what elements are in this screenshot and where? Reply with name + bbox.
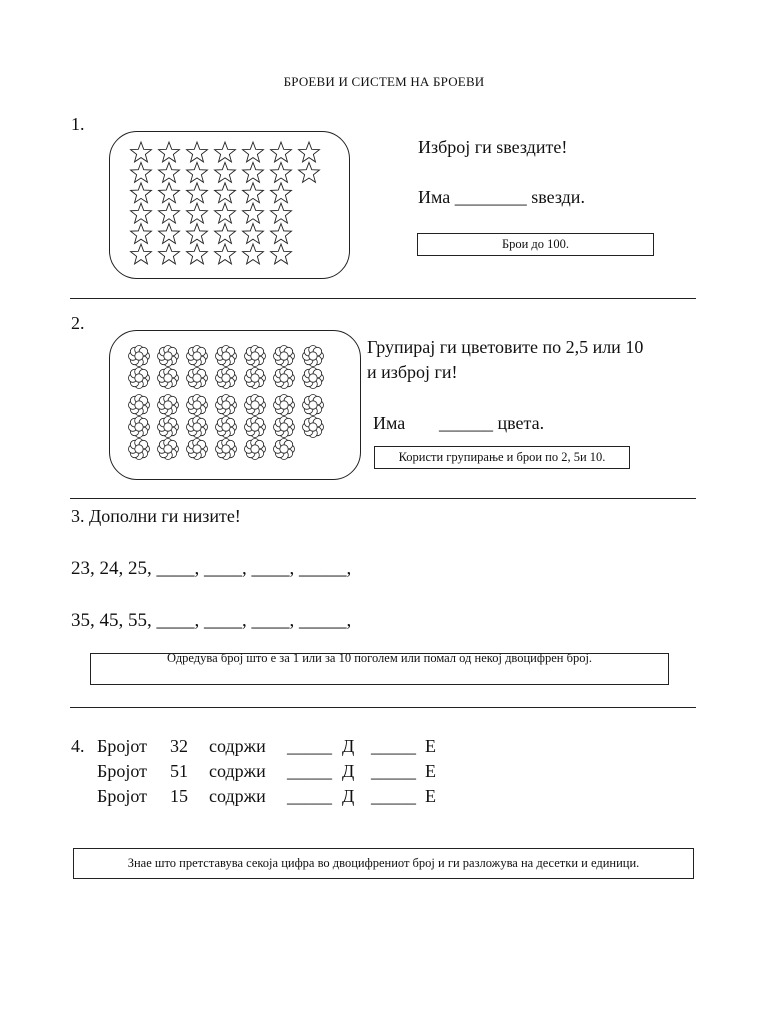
flower-icon [274,417,295,438]
flower-icon [303,346,324,367]
star-icon [215,203,236,223]
star-icon [131,203,152,223]
row-value: 15 [170,786,188,806]
task2-answer-prefix: Има [373,413,406,433]
flower-icon [129,439,150,460]
row-value: 51 [170,761,188,781]
ones-label: Е [425,761,436,781]
flower-icon [129,346,150,367]
task4-row [0,761,768,785]
flower-icon [158,395,179,416]
star-icon [159,203,180,223]
flower-icon [129,417,150,438]
row-verb: содржи [209,736,266,756]
star-icon [243,162,264,182]
flower-icon [187,439,208,460]
flower-icon [274,368,295,389]
flower-icon [274,346,295,367]
stars-panel [109,131,350,279]
tens-blank[interactable]: _____ [287,736,332,756]
stars-grid [110,132,351,280]
star-icon [187,203,208,223]
flower-icon [158,417,179,438]
task4-skill-box: Знае што претставува секоја цифра во двоцифрениот број и ги разложува на десетки и единици. [73,848,694,879]
star-icon [271,244,292,264]
flower-icon [158,368,179,389]
flower-icon [303,395,324,416]
star-icon [299,142,320,162]
flowers-grid [110,331,362,481]
task1-number: 1. [71,114,85,134]
task3-sequence-1[interactable]: 23, 24, 25, ____, ____, ____, _____, [71,558,352,579]
star-icon [131,142,152,162]
task2-instruction-line2: и изброј ги! [367,362,458,382]
flower-icon [216,417,237,438]
star-icon [159,142,180,162]
flower-icon [303,417,324,438]
row-word: Бројот [97,736,147,756]
row-verb: содржи [209,786,266,806]
tens-label: Д [342,786,355,806]
flower-icon [187,395,208,416]
flower-icon [187,368,208,389]
divider [70,707,696,708]
star-icon [215,224,236,244]
star-icon [159,183,180,203]
task1-answer-line[interactable]: Има ________ ѕвезди. [418,187,585,207]
star-icon [187,142,208,162]
star-icon [215,162,236,182]
task2-number: 2. [71,313,85,333]
star-icon [131,224,152,244]
divider [70,498,696,499]
star-icon [299,162,320,182]
flower-icon [129,368,150,389]
star-icon [243,142,264,162]
flower-icon [129,395,150,416]
task3-sequence-2[interactable]: 35, 45, 55, ____, ____, ____, _____, [71,610,352,631]
star-icon [243,244,264,264]
flower-icon [187,346,208,367]
task1-instruction: Изброј ги ѕвездите! [418,137,568,157]
divider [70,298,696,299]
star-icon [243,203,264,223]
star-icon [271,203,292,223]
flower-icon [158,439,179,460]
flower-icon [245,439,266,460]
star-icon [243,183,264,203]
task4-row [0,786,768,810]
task4-number: 4. [71,736,85,756]
star-icon [271,183,292,203]
flower-icon [274,439,295,460]
star-icon [215,183,236,203]
task3-skill-text: Одредува број што е за 1 или за 10 поголем или помал од некој двоцифрен број. [166,653,593,665]
star-icon [187,162,208,182]
row-word: Бројот [97,761,147,781]
flower-icon [303,368,324,389]
star-icon [131,183,152,203]
flower-icon [245,395,266,416]
star-icon [131,244,152,264]
star-icon [271,142,292,162]
star-icon [271,224,292,244]
task2-skill-box: Користи групирање и брои по 2, 5и 10. [374,446,630,469]
flower-icon [216,439,237,460]
task3-heading: 3. Дополни ги низите! [71,506,241,526]
flowers-panel [109,330,361,480]
task2-instruction-line1: Групирај ги цветовите по 2,5 или 10 [367,337,644,357]
star-icon [187,244,208,264]
star-icon [187,224,208,244]
tens-blank[interactable]: _____ [287,761,332,781]
ones-blank[interactable]: _____ [371,736,416,756]
star-icon [215,244,236,264]
tens-blank[interactable]: _____ [287,786,332,806]
flower-icon [274,395,295,416]
page-title: БРОЕВИ И СИСТЕМ НА БРОЕВИ [283,74,485,89]
star-icon [159,244,180,264]
flower-icon [187,417,208,438]
ones-label: Е [425,786,436,806]
task4-row [0,736,768,760]
row-value: 32 [170,736,188,756]
star-icon [243,224,264,244]
star-icon [159,162,180,182]
flower-icon [158,346,179,367]
flower-icon [245,346,266,367]
star-icon [187,183,208,203]
tens-label: Д [342,761,355,781]
star-icon [131,162,152,182]
task3-skill-box [90,653,669,685]
star-icon [159,224,180,244]
row-word: Бројот [97,786,147,806]
tens-label: Д [342,736,355,756]
flower-icon [216,368,237,389]
flower-icon [245,368,266,389]
task1-skill-box: Брои до 100. [417,233,654,256]
star-icon [271,162,292,182]
task2-answer-line[interactable]: ______ цвета. [439,413,545,433]
flower-icon [216,346,237,367]
flower-icon [245,417,266,438]
ones-label: Е [425,736,436,756]
ones-blank[interactable]: _____ [371,761,416,781]
row-verb: содржи [209,761,266,781]
star-icon [215,142,236,162]
ones-blank[interactable]: _____ [371,786,416,806]
flower-icon [216,395,237,416]
